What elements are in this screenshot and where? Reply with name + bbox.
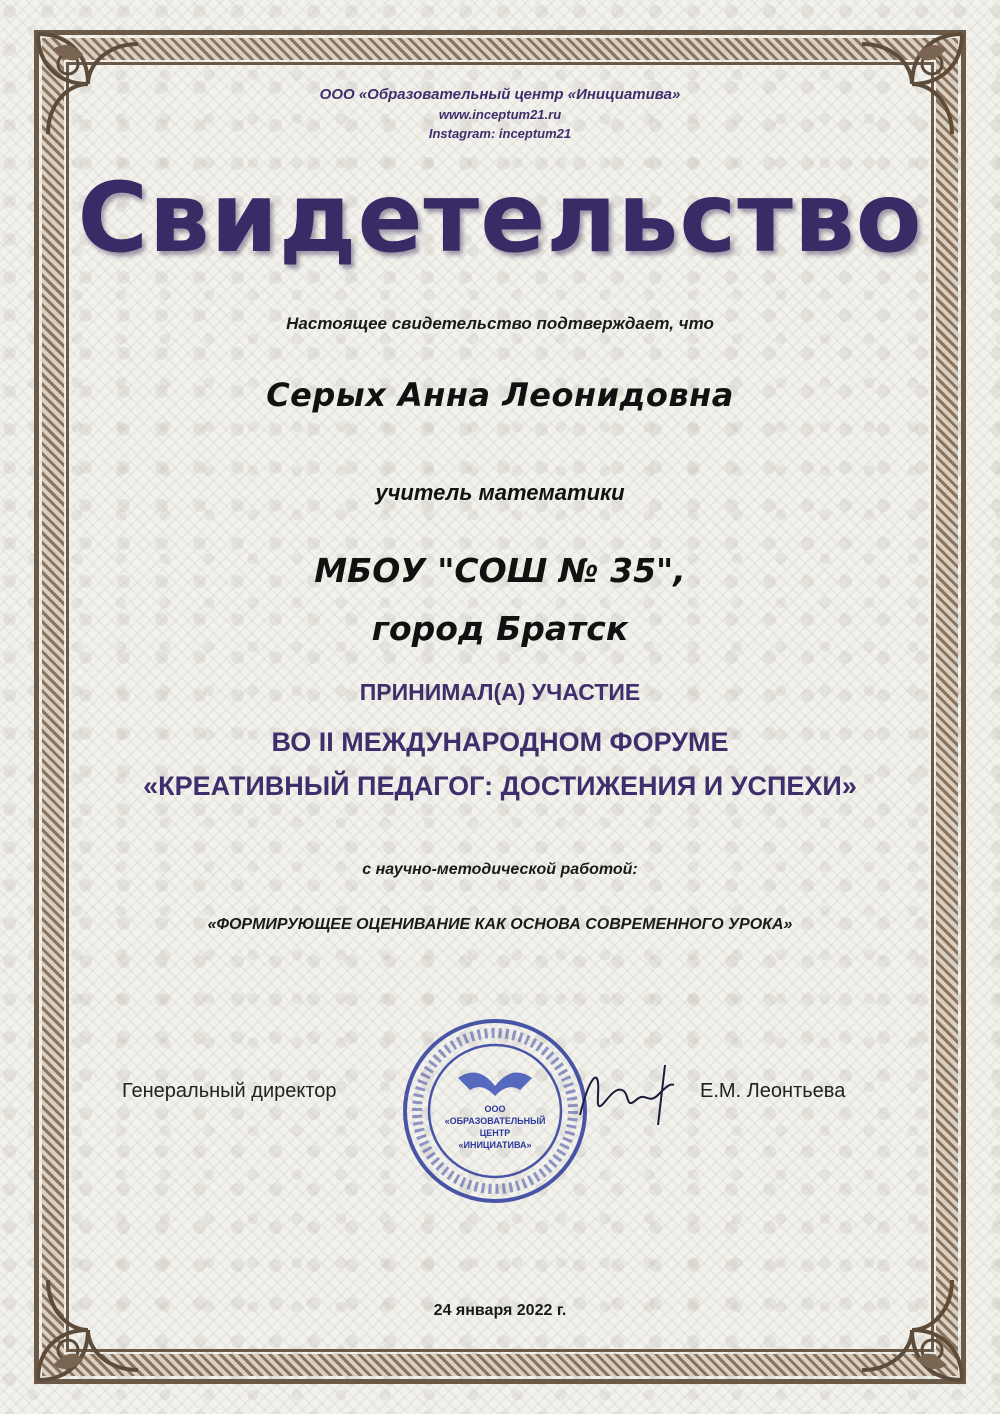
- director-signature-icon: [570, 1055, 690, 1135]
- stamp-line-2: «ОБРАЗОВАТЕЛЬНЫЙ: [444, 1116, 546, 1126]
- stamp-line-3: ЦЕНТР: [479, 1128, 511, 1138]
- issue-date: 24 января 2022 г.: [433, 1302, 567, 1319]
- confirm-text: Настоящее свидетельство подтверждает, что: [286, 314, 714, 333]
- stamp-line-1: ООО: [484, 1104, 506, 1114]
- corner-ornament-icon: [28, 1270, 148, 1390]
- forum-title-line1: ВО II МЕЖДУНАРОДНОМ ФОРУМЕ: [271, 727, 729, 757]
- recipient-position: учитель математики: [375, 480, 625, 505]
- school-name: МБОУ "СОШ № 35",: [314, 551, 686, 590]
- city-name: город Братск: [371, 609, 629, 648]
- stamp-line-4: «ИНИЦИАТИВА»: [458, 1140, 532, 1150]
- forum-title-line2: «КРЕАТИВНЫЙ ПЕДАГОГ: ДОСТИЖЕНИЯ И УСПЕХИ»: [143, 771, 857, 801]
- recipient-name: Серых Анна Леонидовна: [266, 376, 734, 414]
- director-label: Генеральный директор: [122, 1080, 337, 1102]
- director-name: Е.М. Леонтьева: [700, 1080, 846, 1102]
- participation-text: ПРИНИМАЛ(А) УЧАСТИЕ: [359, 679, 641, 705]
- organization-name: ООО «Образовательный центр «Инициатива»: [319, 86, 681, 103]
- work-title: «ФОРМИРУЮЩЕЕ ОЦЕНИВАНИЕ КАК ОСНОВА СОВРЕМЕННОГО УРОКА»: [207, 916, 793, 933]
- official-stamp-icon: [400, 1016, 590, 1206]
- organization-instagram: Instagram: inceptum21: [428, 126, 572, 141]
- certificate-title: Свидетельство: [77, 162, 923, 274]
- corner-ornament-icon: [852, 1270, 972, 1390]
- work-label: с научно-методической работой:: [362, 861, 638, 878]
- organization-website: www.inceptum21.ru: [438, 107, 562, 122]
